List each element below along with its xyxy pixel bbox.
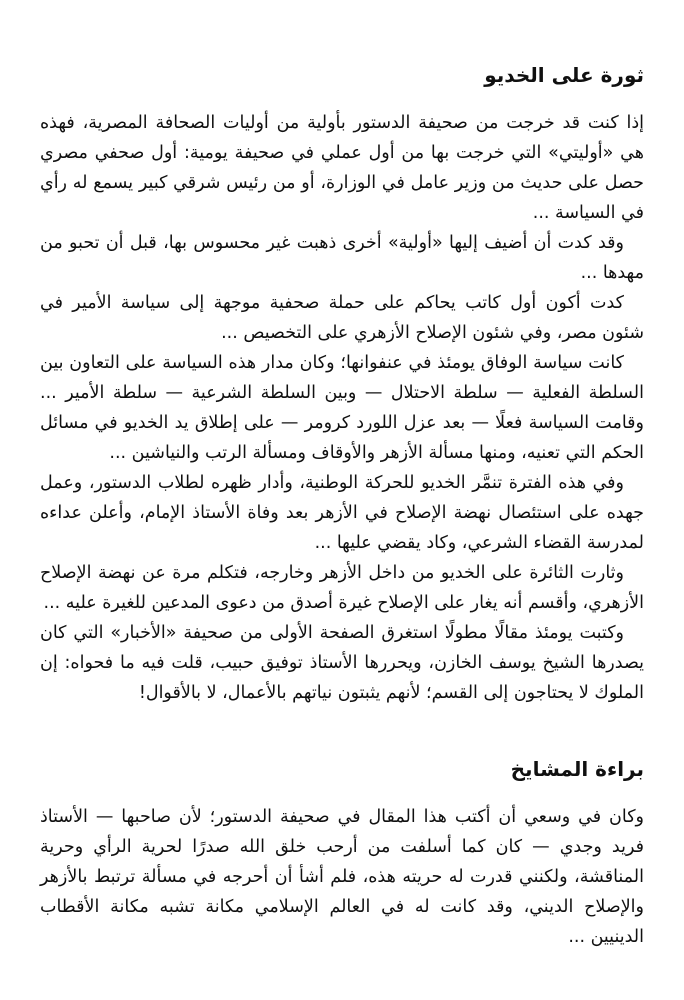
paragraph: وثارت الثائرة على الخديو من داخل الأزهر وخارجه، فتكلم مرة عن نهضة الإصلاح الأزهري، وأقسم أنه يغار على الإصلاح غيرة أصدق من دعوى المدعين للغيرة عليه ...	[40, 563, 644, 613]
section-heading: براءة المشايخ	[510, 757, 644, 781]
section-heading: ثورة على الخديو	[484, 63, 644, 87]
paragraph: إذا كنت قد خرجت من صحيفة الدستور بأولية من أوليات الصحافة المصرية، فهذه هي «أوليتي» التي خرجت بها من أول عملي في صحيفة يومية: أول صحفي مصري حصل على حديث من وزير عامل في الوزارة، أو من رئيس شرقي كبير يسمع له رأي في السياسة ...	[40, 113, 644, 223]
paragraph: كدت أكون أول كاتب يحاكم على حملة صحفية موجهة إلى سياسة الأمير في شئون مصر، وفي شئون الإصلاح الأزهري على التخصيص ...	[40, 293, 644, 343]
paragraph: وكان في وسعي أن أكتب هذا المقال في صحيفة الدستور؛ لأن صاحبها — الأستاذ فريد وجدي — كان كما أسلفت من أرحب خلق الله صدرًا لحرية الرأي وحرية المناقشة، ولكنني قدرت له حريته هذه، فلم أشأ أن أحرجه في مسألة ترتبط بالأزهر والإصلاح الديني، وقد كانت له في العالم الإسلامي مكانة تشبه مكانة الأقطاب الدينيين ...	[40, 807, 644, 947]
paragraph: وكتبت يومئذ مقالًا مطولًا استغرق الصفحة الأولى من صحيفة «الأخبار» التي كان يصدرها الشيخ يوسف الخازن، ويحررها الأستاذ توفيق حبيب، قلت فيه ما فحواه: إن الملوك لا يحتاجون إلى القسم؛ لأنهم يثبتون نياتهم بالأعمال، لا بالأقوال!	[40, 623, 644, 703]
section-innocence-of-sheikhs	[40, 756, 644, 952]
paragraph: وقد كدت أن أضيف إليها «أولية» أخرى ذهبت غير محسوس بها، قبل أن تحبو من مهدها ...	[40, 233, 644, 283]
paragraph: وفي هذه الفترة تنمَّر الخديو للحركة الوطنية، وأدار ظهره لطلاب الدستور، وعمل جهده على استئصال نهضة الإصلاح في الأزهر بعد وفاة الأستاذ الإمام، وأعلن عداءه لمدرسة القضاء الشرعي، وكاد يقضي عليها ...	[40, 473, 644, 553]
paragraph: كانت سياسة الوفاق يومئذ في عنفوانها؛ وكان مدار هذه السياسة على التعاون بين السلطة الفعلية — سلطة الاحتلال — وبين السلطة الشرعية — سلطة الأمير ... وقامت السياسة فعلًا — بعد عزل اللورد كرومر — على إطلاق يد الخديو في مسائل الحكم التي تعنيه، ومنها مسألة الأزهر والأوقاف ومسألة الرتب والنياشين ...	[40, 353, 644, 463]
section-revolt-on-khedive	[40, 62, 644, 708]
